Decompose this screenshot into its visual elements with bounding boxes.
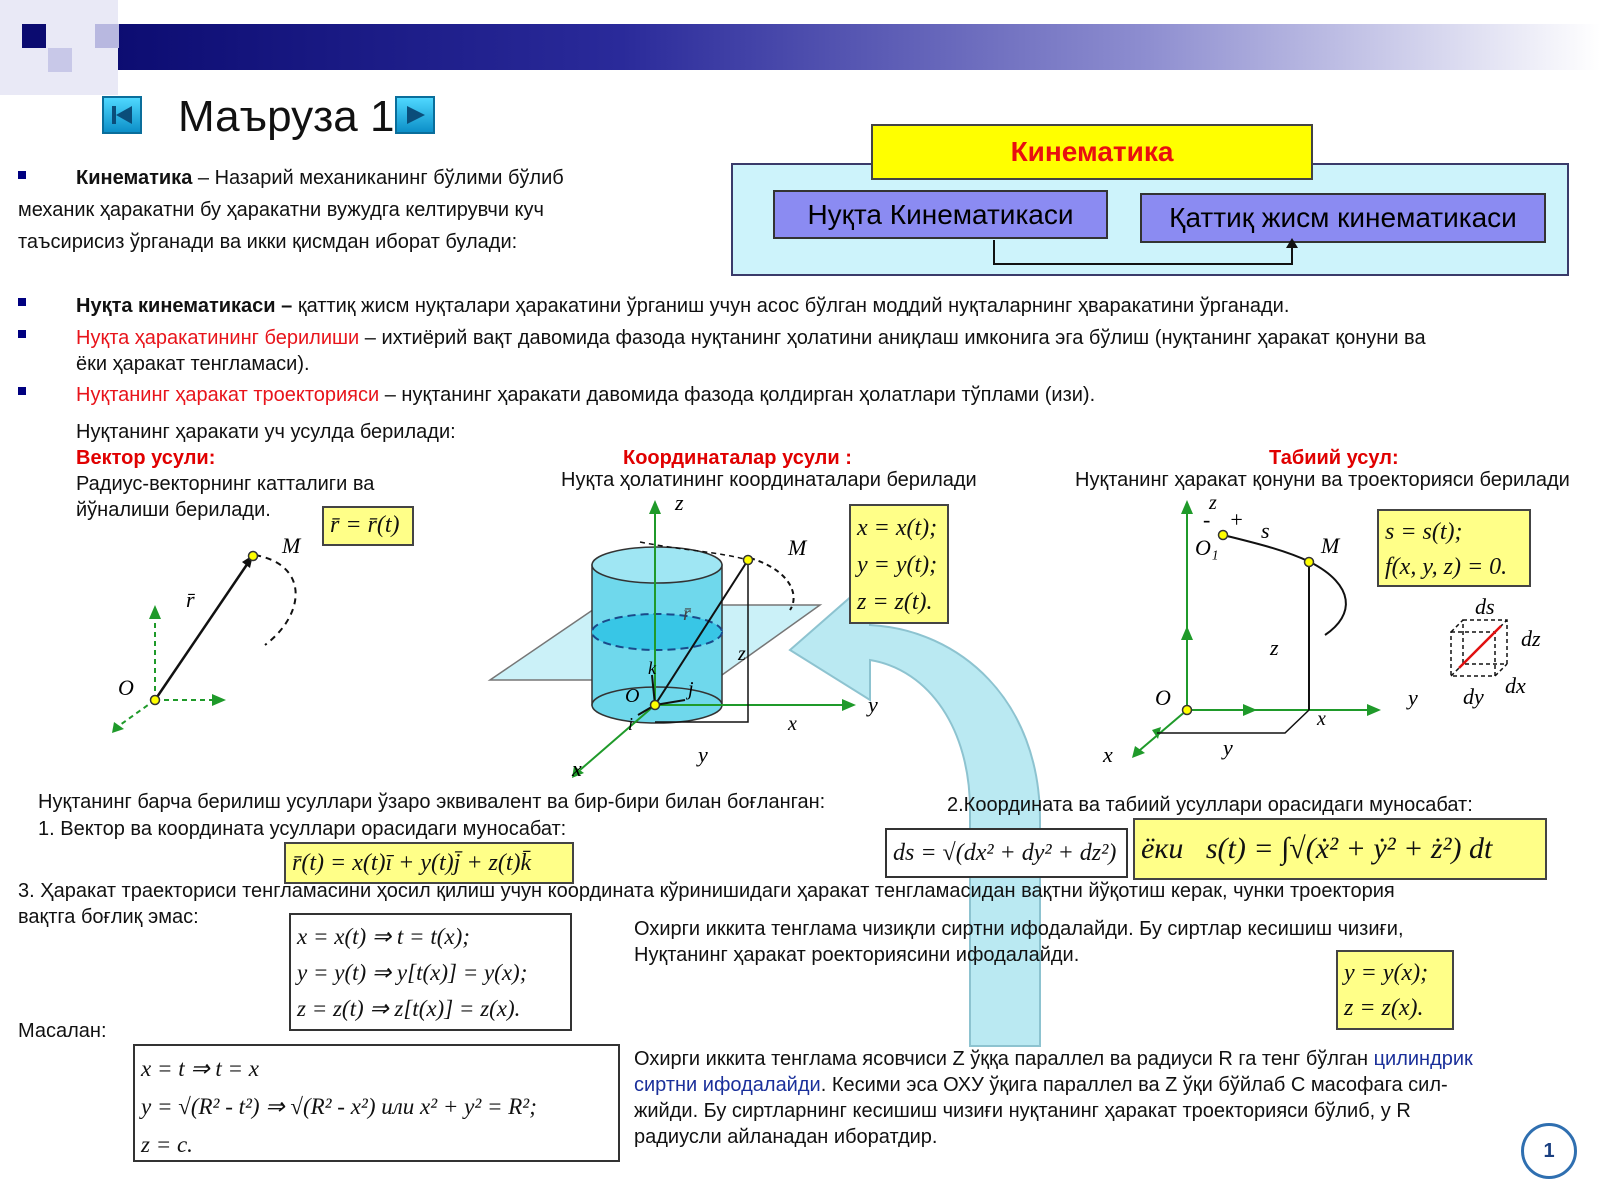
bullet-term: Нуқтанинг ҳаракат троекторияси [76,384,380,406]
label-x-axis: x [572,756,582,781]
label-O: O [625,685,640,707]
system-z: z = z(x). [1344,995,1424,1021]
label-dz: dz [1521,626,1541,651]
page-number-badge[interactable]: 1 [1521,1123,1577,1179]
label-i: i [628,714,634,734]
equivalence-text: Нуқтанинг барча берилиш усуллари ўзаро эквивалент ва бир-бири билан боғланган: [38,791,826,813]
vector-method-desc-1: Радиус-векторнинг катталиги ва [76,473,375,495]
intro-line-1 [76,163,676,193]
vector-coord-formula-box: r̄(t) = x(t)ī + y(t)j̄ + z(t)k̄ [284,842,574,884]
natural-formula-box [1377,509,1531,587]
bullet-text: қаттиқ жисм нуқталари ҳаракатини ўрганиш учун асос бўлган моддий нуқталарнинг ҳваракатини ўрганади. [297,295,1290,317]
prev-slide-button[interactable] [102,96,142,134]
arc-length-formula: s(t) = ∫√(ẋ² + ẏ² + ż²) dt [1205,832,1493,865]
label-j: j [688,678,694,700]
label-k: k [648,658,656,678]
natural-method-desc: Нуқтанинг ҳаракат қонуни ва троекторияси берилади [1075,469,1570,491]
label-z-axis: z [1209,492,1217,514]
natural-method-figure [1095,492,1418,770]
bullet-term: Нуқта кинематикаси – [76,295,298,317]
coordinate-method-figure [490,490,910,781]
methods-intro: Нуқтанинг ҳаракати уч усулда берилади: [76,421,456,443]
system-formula-box [1336,950,1454,1030]
natural-method-heading: Табиий усул: [1269,447,1399,469]
intro-line-3: таъсирисиз ўрганади ва икки қисмдан иборат булади: [18,231,518,253]
intro-term: Кинематика [76,167,193,189]
skip-back-icon [104,98,140,132]
bullet-term: Нуқта ҳаракатининг берилиши [76,327,360,349]
vector-method-heading: Вектор усули: [76,447,216,469]
elim-y: y = y(t) ⇒ y[t(x)] = y(x); [297,960,528,985]
bullet-text: – ихтиёрий вақт давомида фазода нуқтанинг ҳолатини аниқлаш имконига эга бўлиш (нуқтанинг ҳаракат қонуни ва [359,327,1426,349]
label-plus: + [1229,507,1244,532]
label-O: O [1155,685,1171,710]
natural-formula-f: f(x, y, z) = 0. [1385,554,1508,580]
label-minus: - [1203,507,1211,532]
coord-formula-z: z = z(t). [857,589,933,615]
label-z-coord: z [1270,635,1279,660]
label-x-coord: x [788,713,797,735]
equivalence-item-3-line-2: вақтга боғлиқ эмас: [18,906,199,928]
example-label: Масалан: [18,1020,107,1042]
rigid-body-kinematics-box: Қаттиқ жисм кинематикаси [1140,193,1546,243]
coord-formula-y: y = y(t); [857,552,938,578]
surface-note-2: Нуқтанинг ҳаракат роекториясини ифодалайди. [634,944,1080,966]
point-kinematics-box: Нуқта Кинематикаси [773,190,1108,239]
coord-formula-x: x = x(t); [857,515,938,541]
label-O: O [118,675,134,700]
elim-z: z = z(t) ⇒ z[t(x)] = z(x). [297,996,521,1021]
label-M: M [282,533,301,558]
bullet-trajectory [76,380,1576,410]
surface-term: сиртни ифодалайди [634,1074,821,1096]
system-y: y = y(x); [1344,960,1429,986]
label-M: M [1321,533,1340,558]
coord-method-heading: Координаталар усули : [623,447,852,469]
header-gradient-bar [95,24,1600,70]
time-elimination-box [289,913,572,1031]
header-decor-square [22,24,46,48]
label-y-coord: y [698,742,708,767]
label-x-coord: x [1317,708,1326,730]
elim-x: x = x(t) ⇒ t = t(x); [297,924,470,949]
slide-title: Маъруза 1 [178,92,395,141]
bullet-point-kinematics [76,291,1586,321]
kinematics-connector-arrow [990,238,1300,270]
arc-length-formula-box [1133,818,1547,880]
example-paragraph-4: радиусли айланадан иборатдир. [634,1126,938,1148]
example-x: x = t ⇒ t = x [141,1056,260,1081]
next-slide-button[interactable] [395,96,435,134]
example-text: Охирги иккита тенглама ясовчиси Z ўққа параллел ва радиуси R га тенг бўлган [634,1048,1374,1070]
example-y: y = √(R² - t²) ⇒ √(R² - x²) или x² + y² = R²; [141,1094,537,1119]
arc-length-prefix: ёки [1141,832,1184,865]
label-z-axis: z [675,490,684,515]
label-dy: dy [1463,684,1484,709]
bullet-marker [18,298,26,306]
equivalence-item-3-line-1: 3. Ҳаракат траекториcи тенгламасини ҳосил қилиш учун координата кўринишидаги ҳаракат тенгламасидан вақтни йўқотиш керак, чунки троектория [18,880,1395,902]
header-decor-square [95,24,119,48]
differential-cube-figure [1445,594,1595,720]
example-paragraph-3: жийди. Бу сиртларнинг кесишиш чизиғи нуқтанинг ҳаракат троекторияси бўлиб, у R [634,1100,1411,1122]
label-s: s [1261,518,1270,543]
coord-method-desc: Нуқта ҳолатининг координаталари берилади [561,469,977,491]
label-y-coord: y [1223,735,1233,760]
label-ds: ds [1475,594,1495,619]
label-y-axis: y [868,692,878,717]
example-z: z = c. [141,1132,193,1157]
label-O1: O₁ [1195,535,1219,560]
equivalence-item-2: 2.Координата ва табиий усуллари орасидаги муносабат: [947,794,1473,816]
bullet-marker [18,171,26,179]
cylinder-term: цилиндрик [1373,1048,1473,1070]
example-text: . Кесими эса ОХУ ўқига параллел ва Z ўқи бўйлаб С масофага сил- [820,1074,1448,1096]
bullet-marker [18,330,26,338]
intro-line-2: механик ҳаракатни бу ҳаракатни вужудга келтирувчи куч [18,199,544,221]
bullet-motion-definition-cont: ёки ҳаракат тенгламаси). [76,353,310,375]
natural-formula-s: s = s(t); [1385,519,1463,545]
label-dx: dx [1505,673,1526,698]
label-r-vector: r̄ [683,603,691,625]
surface-note-1: Охирги иккита тенглама чизиқли сиртни ифодалайди. Бу сиртлар кесишиш чизиғи, [634,918,1404,940]
bullet-text: – нуқтанинг ҳаракати давомида фазода қолдирган ҳолатлари тўплами (изи). [379,384,1096,406]
label-z-coord: z [738,643,746,665]
label-y-axis: y [1408,685,1418,710]
bullet-marker [18,387,26,395]
vector-formula-box: r̄ = r̄(t) [322,506,414,546]
vector-method-desc-2: йўналиши берилади. [76,499,271,521]
label-x-axis: x [1103,742,1113,767]
kinematics-diagram-title: Кинематика [871,124,1313,180]
example-formula-box [133,1044,620,1162]
play-next-icon [397,98,433,132]
intro-text: – Назарий механиканинг бўлими бўлиб [192,167,564,189]
equivalence-item-1: 1. Вектор ва координата усуллари орасидаги муносабат: [38,818,567,840]
coord-formula-box [849,504,949,624]
label-r: r̄ [186,587,195,612]
header-decor-square [48,48,72,72]
vector-method-figure [100,515,340,745]
label-M: M [788,535,807,560]
ds-formula-box: ds = √(dx² + dy² + dz²) [885,828,1128,878]
